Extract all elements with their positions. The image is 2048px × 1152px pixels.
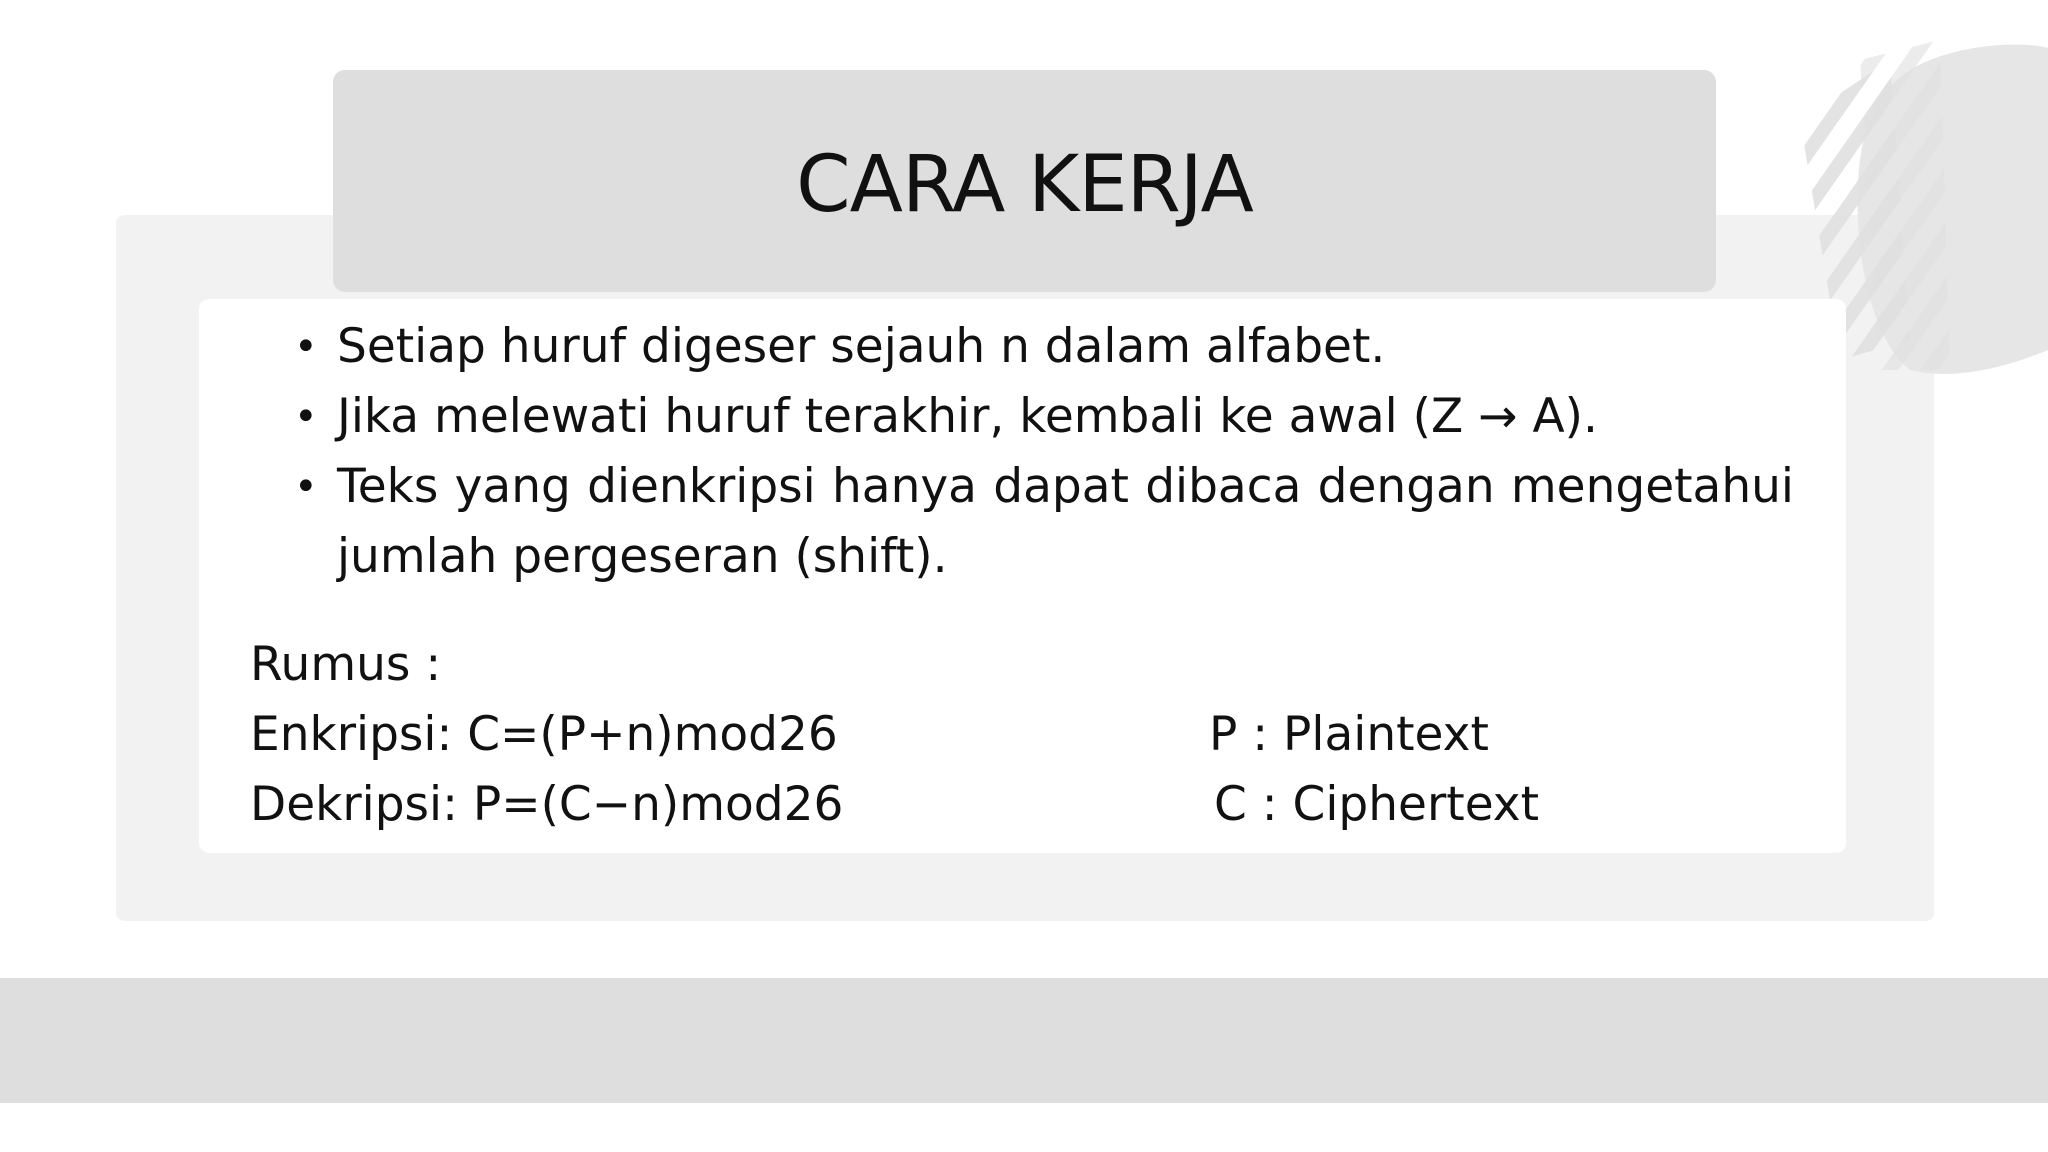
bullet-item [294, 452, 1794, 592]
bullet-text: Teks yang dienkripsi hanya dapat dibaca dengan mengetahui jumlah pergeseran (shift). [337, 459, 1794, 584]
bullet-text: Jika melewati huruf terakhir, kembali ke awal (Z → A). [337, 389, 1598, 444]
slide-title: CARA KERJA [796, 140, 1253, 230]
bullet-text: Setiap huruf digeser sejauh n dalam alfabet. [337, 319, 1386, 374]
legend-ciphertext: C : Ciphertext [1214, 777, 1540, 832]
bullet-dot-icon: • [294, 464, 318, 510]
formula-block [250, 630, 843, 840]
encrypt-formula: Enkripsi: C=(P+n)mod26 [250, 707, 838, 762]
bullet-item [294, 382, 1794, 452]
bullet-dot-icon: • [294, 394, 318, 440]
bullet-list [294, 312, 1794, 592]
title-box [333, 70, 1716, 292]
formula-heading: Rumus : [250, 637, 442, 692]
decrypt-formula: Dekripsi: P=(C−n)mod26 [250, 777, 844, 832]
bullet-item [294, 312, 1794, 382]
footer-band [0, 978, 2048, 1103]
legend-plaintext: P : Plaintext [1209, 707, 1489, 762]
bullet-dot-icon: • [294, 324, 318, 370]
